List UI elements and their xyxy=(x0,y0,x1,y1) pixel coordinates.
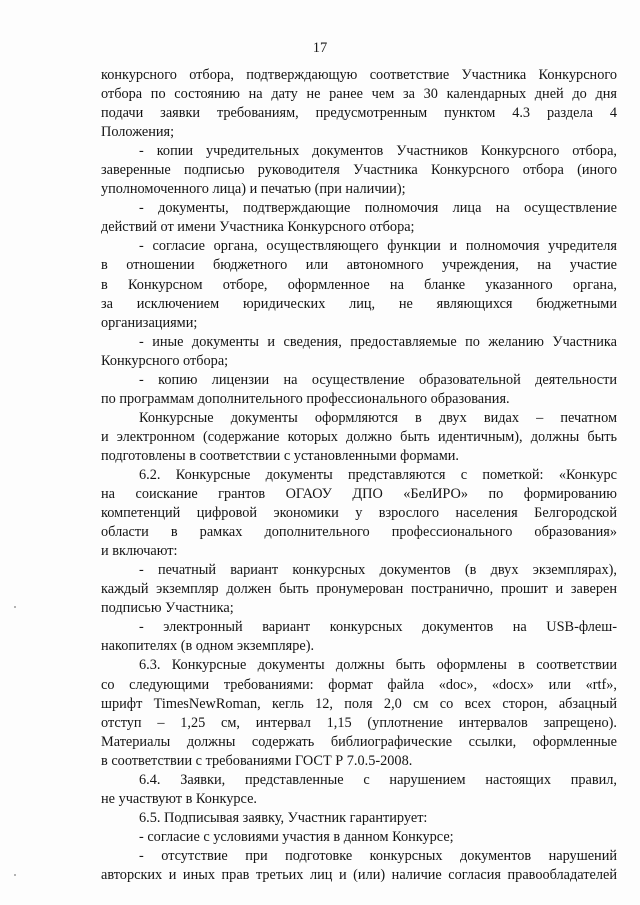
text-line: - иные документы и сведения, предоставляемые по желанию Участника xyxy=(139,333,617,350)
text-line: 6.4. Заявки, представленные с нарушением настоящих правил, xyxy=(139,771,617,788)
text-line: 6.3. Конкурсные документы должны быть оформлены в соответствии xyxy=(139,657,617,674)
text-line: накопителях (в одном экземпляре). xyxy=(101,638,315,655)
text-line: в Конкурсном отборе, оформленное на бланке указанного органа, xyxy=(101,276,617,293)
text-line: заверенные подписью руководителя Участника Конкурсного отбора (иного xyxy=(101,162,617,179)
text-line: Конкурсного отбора; xyxy=(101,352,229,369)
text-line: по программам дополнительного профессионального образования. xyxy=(101,390,510,407)
text-line: подачи заявки требованиям, предусмотренным пунктом 4.3 раздела 4 xyxy=(101,105,617,122)
text-line: - согласие органа, осуществляющего функции и полномочия учредителя xyxy=(139,238,617,255)
text-line: и электронном (содержание которых должно быть идентичным), должны быть xyxy=(101,428,617,445)
text-line: в соответствии с требованиями ГОСТ Р 7.0.5-2008. xyxy=(101,752,413,769)
text-line: конкурсного отбора, подтверждающую соответствие Участника Конкурсного xyxy=(101,67,617,83)
text-line: авторских и иных прав третьих лиц и (или) наличие согласия правообладателей xyxy=(101,866,617,883)
text-line: - согласие с условиями участия в данном Конкурсе; xyxy=(139,828,454,845)
text-line: - электронный вариант конкурсных документов на USB-флеш- xyxy=(139,619,617,636)
text-line: Материалы должны содержать библиографические ссылки, оформленные xyxy=(101,733,617,750)
text-line: подготовлены в соответствии с установленными формами. xyxy=(101,447,460,464)
text-line: - копию лицензии на осуществление образовательной деятельности xyxy=(139,371,617,388)
text-line: не участвуют в Конкурсе. xyxy=(101,790,258,807)
text-line: действий от имени Участника Конкурсного отбора; xyxy=(101,219,415,236)
text-line: за исключением юридических лиц, не являющихся бюджетными xyxy=(101,295,617,312)
text-line: в отношении бюджетного или автономного учреждения, на участие xyxy=(101,257,617,274)
text-line: - копии учредительных документов Участников Конкурсного отбора, xyxy=(139,143,617,160)
text-line: шрифт TimesNewRoman, кегль 12, поля 2,0 см со всех сторон, абзацный xyxy=(101,695,617,712)
page-number: 17 xyxy=(312,40,328,56)
text-line: и включают: xyxy=(101,543,178,560)
scan-speck xyxy=(14,606,16,608)
text-line: каждый экземпляр должен быть пронумерован постранично, прошит и заверен xyxy=(101,581,617,598)
text-line: на соискание грантов ОГАОУ ДПО «БелИРО» по формированию xyxy=(101,486,617,503)
text-line: Положения; xyxy=(101,124,175,141)
text-line: уполномоченного лица) и печатью (при наличии); xyxy=(101,181,406,198)
text-line: 6.2. Конкурсные документы представляются с пометкой: «Конкурс xyxy=(139,466,617,483)
scan-speck xyxy=(14,874,16,876)
text-line: отступ – 1,25 см, интервал 1,15 (уплотнение интервалов запрещено). xyxy=(101,714,617,731)
text-line: - печатный вариант конкурсных документов (в двух экземплярах), xyxy=(139,562,617,579)
text-line: со следующими требованиями: формат файла «doc», «docx» или «rtf», xyxy=(101,676,617,693)
text-line: компетенций цифровой экономики у взрослого населения Белгородской xyxy=(101,505,617,522)
text-line: подписью Участника; xyxy=(101,600,234,617)
text-line: - отсутствие при подготовке конкурсных документов нарушений xyxy=(139,847,617,864)
text-line: организациями; xyxy=(101,314,198,331)
text-line: области в рамках дополнительного профессионального образования» xyxy=(101,524,617,541)
text-line: отбора по состоянию на дату не ранее чем за 30 календарных дней до дня xyxy=(101,86,617,103)
document-body xyxy=(101,66,617,885)
text-line: 6.5. Подписывая заявку, Участник гарантирует: xyxy=(139,809,428,826)
text-line: - документы, подтверждающие полномочия лица на осуществление xyxy=(139,200,617,217)
text-line: Конкурсные документы оформляются в двух видах – печатном xyxy=(139,409,617,426)
